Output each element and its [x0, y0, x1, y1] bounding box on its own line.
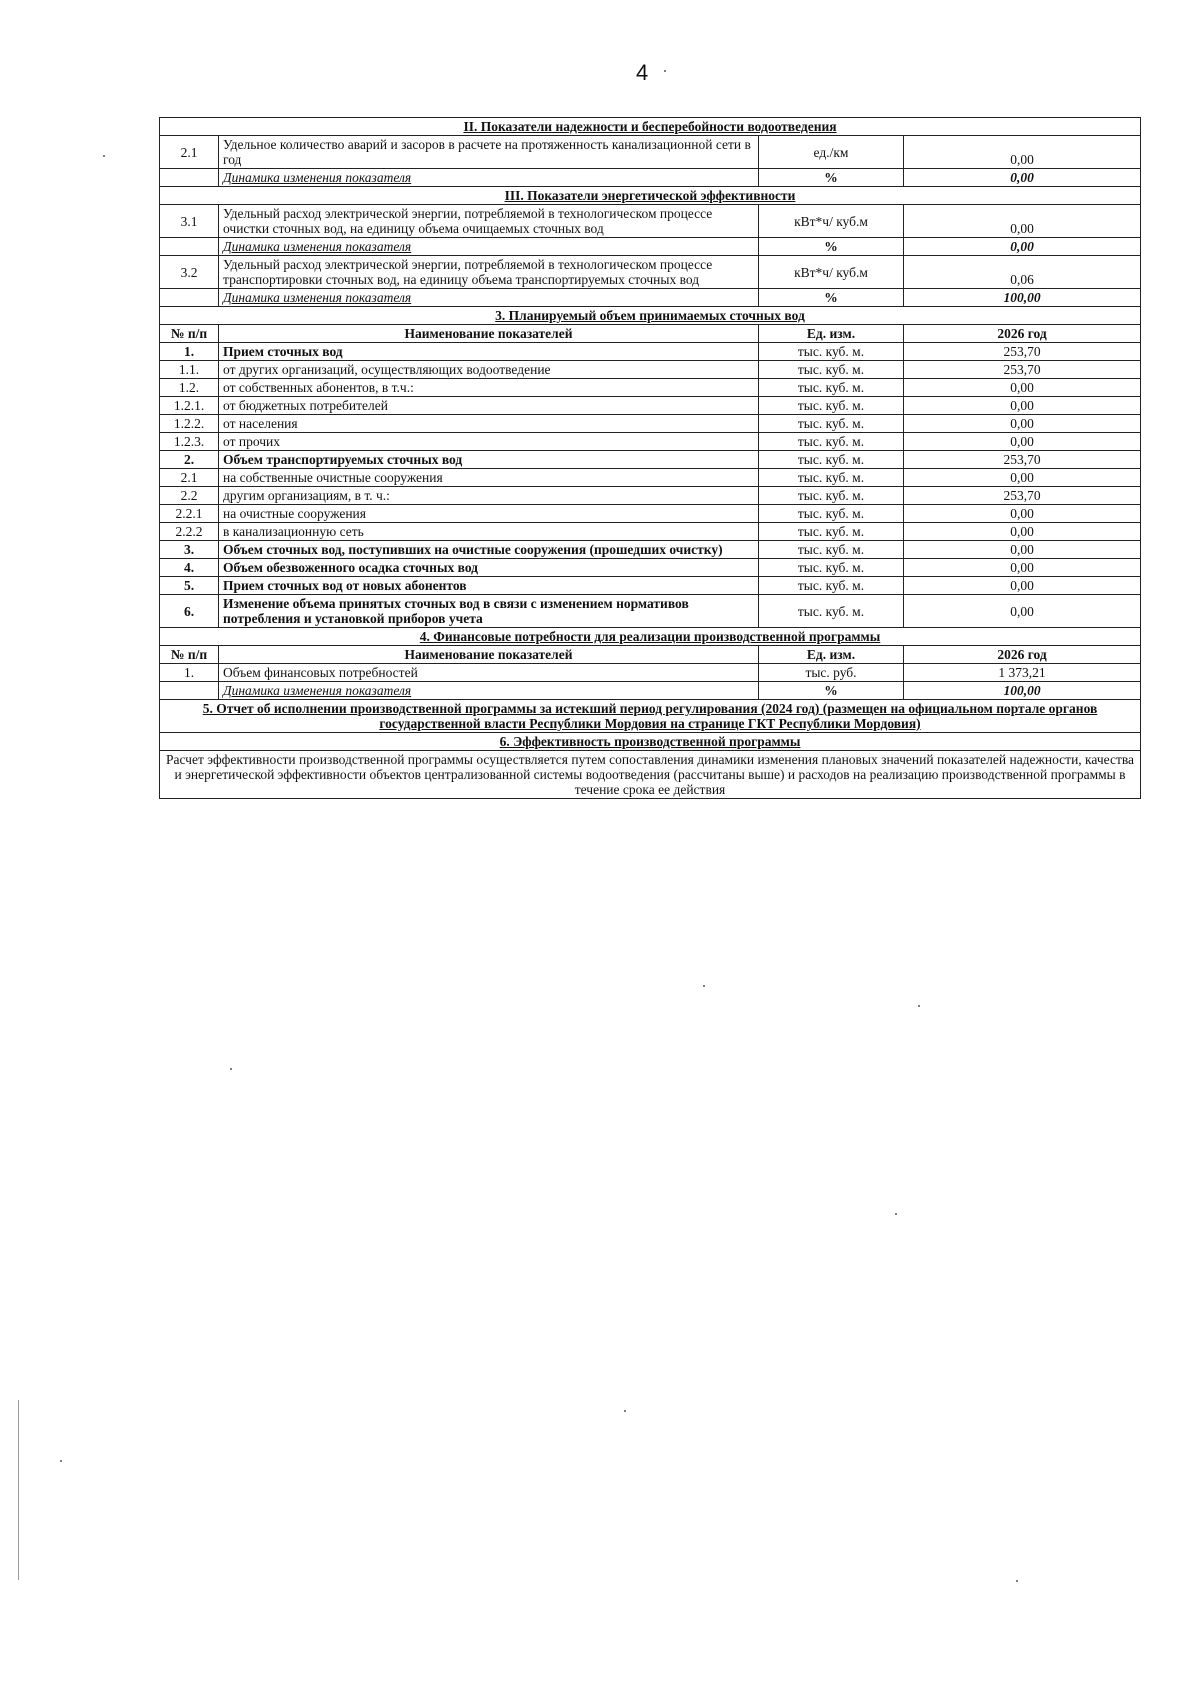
- row-number: 3.1: [160, 205, 219, 238]
- row-name: Изменение объема принятых сточных вод в связи с изменением нормативов потребления и установкой приборов учета: [219, 595, 759, 628]
- scan-speck: [18, 1400, 19, 1580]
- row-value: 0,00: [904, 595, 1141, 628]
- section-2-title: II. Показатели надежности и бесперебойности водоотведения: [160, 118, 1141, 136]
- indicator-value: 0,00: [904, 136, 1141, 169]
- finance-row: [160, 664, 1141, 682]
- column-header-row: [160, 646, 1141, 664]
- row-value: 253,70: [904, 343, 1141, 361]
- program-table: [159, 117, 1141, 799]
- row-value: 0,00: [904, 397, 1141, 415]
- row-number: 2.: [160, 451, 219, 469]
- section-2-header-row: [160, 118, 1141, 136]
- dynamics-label: Динамика изменения показателя: [219, 289, 759, 307]
- scan-speck: [895, 1213, 897, 1215]
- indicator-unit: кВт*ч/ куб.м: [759, 256, 904, 289]
- row-number: 1.2.1.: [160, 397, 219, 415]
- row-name: на собственные очистные сооружения: [219, 469, 759, 487]
- empty-cell: [160, 682, 219, 700]
- row-number: 2.1: [160, 469, 219, 487]
- row-number: 2.2: [160, 487, 219, 505]
- col-header-number: № п/п: [160, 325, 219, 343]
- empty-cell: [160, 289, 219, 307]
- column-header-row: [160, 325, 1141, 343]
- dynamics-label: Динамика изменения показателя: [219, 682, 759, 700]
- indicator-name: Удельный расход электрической энергии, потребляемой в технологическом процессе очистки сточных вод, на единицу объема очищаемых сточных вод: [219, 205, 759, 238]
- volume-row: [160, 379, 1141, 397]
- indicator-unit: ед./км: [759, 136, 904, 169]
- empty-cell: [160, 238, 219, 256]
- scan-speck: [1016, 1580, 1018, 1582]
- dynamics-label: Динамика изменения показателя: [219, 169, 759, 187]
- row-number: 4.: [160, 559, 219, 577]
- row-unit: тыс. куб. м.: [759, 361, 904, 379]
- volume-row: [160, 415, 1141, 433]
- volume-row: [160, 487, 1141, 505]
- dynamics-row: [160, 289, 1141, 307]
- indicator-row: [160, 256, 1141, 289]
- row-name: Объем транспортируемых сточных вод: [219, 451, 759, 469]
- dynamics-value: 100,00: [904, 682, 1141, 700]
- volume-row: [160, 433, 1141, 451]
- col-header-name: Наименование показателей: [219, 325, 759, 343]
- row-name: на очистные сооружения: [219, 505, 759, 523]
- row-unit: тыс. куб. м.: [759, 541, 904, 559]
- row-unit: тыс. куб. м.: [759, 559, 904, 577]
- volume-row: [160, 451, 1141, 469]
- volume-row: [160, 397, 1141, 415]
- row-unit: тыс. куб. м.: [759, 595, 904, 628]
- row-number: 2.2.1: [160, 505, 219, 523]
- dynamics-unit: %: [759, 289, 904, 307]
- volume-row: [160, 523, 1141, 541]
- row-unit: тыс. куб. м.: [759, 415, 904, 433]
- row-number: 1.: [160, 343, 219, 361]
- row-value: 0,00: [904, 433, 1141, 451]
- row-unit: тыс. куб. м.: [759, 469, 904, 487]
- row-name: от населения: [219, 415, 759, 433]
- row-number: 2.2.2: [160, 523, 219, 541]
- indicator-unit: кВт*ч/ куб.м: [759, 205, 904, 238]
- row-name: Объем сточных вод, поступивших на очистные сооружения (прошедших очистку): [219, 541, 759, 559]
- indicator-value: 0,00: [904, 205, 1141, 238]
- volume-row: [160, 595, 1141, 628]
- section-3-energy-title: III. Показатели энергетической эффективности: [160, 187, 1141, 205]
- scan-speck: [664, 70, 666, 72]
- col-header-unit: Ед. изм.: [759, 646, 904, 664]
- row-name: Объем финансовых потребностей: [219, 664, 759, 682]
- row-value: 0,00: [904, 505, 1141, 523]
- row-number: 1.: [160, 664, 219, 682]
- section-3-energy-header-row: [160, 187, 1141, 205]
- scan-speck: [60, 1460, 62, 1462]
- scan-speck: [103, 155, 105, 157]
- row-unit: тыс. куб. м.: [759, 487, 904, 505]
- row-name: другим организациям, в т. ч.:: [219, 487, 759, 505]
- section-4-header-row: [160, 628, 1141, 646]
- row-value: 0,00: [904, 523, 1141, 541]
- dynamics-value: 0,00: [904, 169, 1141, 187]
- scan-speck: [624, 1410, 626, 1412]
- dynamics-row: [160, 169, 1141, 187]
- dynamics-value: 0,00: [904, 238, 1141, 256]
- row-value: 1 373,21: [904, 664, 1141, 682]
- section-6-text: Расчет эффективности производственной программы осуществляется путем сопоставления динамики изменения плановых значений показателей надежности, качества и энергетической эффективности объектов централизованной системы водоотведения (рассчитаны выше) и расходов на реализацию производственной программы в течение срока ее действия: [160, 751, 1141, 799]
- page-number: 4: [636, 60, 649, 85]
- section-3-volume-header-row: [160, 307, 1141, 325]
- row-number: 1.2.: [160, 379, 219, 397]
- volume-row: [160, 505, 1141, 523]
- scan-speck: [918, 1005, 920, 1007]
- row-value: 0,00: [904, 541, 1141, 559]
- dynamics-unit: %: [759, 682, 904, 700]
- section-6-header-row: [160, 733, 1141, 751]
- row-value: 253,70: [904, 487, 1141, 505]
- section-6-text-row: [160, 751, 1141, 799]
- row-name: от других организаций, осуществляющих водоотведение: [219, 361, 759, 379]
- dynamics-value: 100,00: [904, 289, 1141, 307]
- section-5-text: 5. Отчет об исполнении производственной программы за истекший период регулирования (2024 год) (размещен на официальном портале органов государственной власти Республики Мордовия на странице ГКТ Республики Мордовия): [160, 700, 1141, 733]
- row-unit: тыс. куб. м.: [759, 379, 904, 397]
- volume-row: [160, 577, 1141, 595]
- dynamics-label: Динамика изменения показателя: [219, 238, 759, 256]
- row-unit: тыс. куб. м.: [759, 523, 904, 541]
- dynamics-unit: %: [759, 169, 904, 187]
- row-number: 5.: [160, 577, 219, 595]
- row-value: 0,00: [904, 415, 1141, 433]
- row-name: от собственных абонентов, в т.ч.:: [219, 379, 759, 397]
- row-value: 0,00: [904, 559, 1141, 577]
- row-name: от бюджетных потребителей: [219, 397, 759, 415]
- row-name: Прием сточных вод от новых абонентов: [219, 577, 759, 595]
- col-header-name: Наименование показателей: [219, 646, 759, 664]
- row-value: 0,00: [904, 469, 1141, 487]
- volume-row: [160, 541, 1141, 559]
- row-unit: тыс. куб. м.: [759, 397, 904, 415]
- col-header-year: 2026 год: [904, 325, 1141, 343]
- volume-row: [160, 469, 1141, 487]
- row-number: 6.: [160, 595, 219, 628]
- row-value: 253,70: [904, 451, 1141, 469]
- indicator-row: [160, 205, 1141, 238]
- row-value: 253,70: [904, 361, 1141, 379]
- indicator-name: Удельное количество аварий и засоров в расчете на протяженность канализационной сети в год: [219, 136, 759, 169]
- row-number: 3.: [160, 541, 219, 559]
- volume-row: [160, 343, 1141, 361]
- indicator-name: Удельный расход электрической энергии, потребляемой в технологическом процессе транспортировки сточных вод, на единицу объема транспортируемых сточных вод: [219, 256, 759, 289]
- row-name: от прочих: [219, 433, 759, 451]
- scan-speck: [230, 1068, 232, 1070]
- volume-row: [160, 361, 1141, 379]
- indicator-value: 0,06: [904, 256, 1141, 289]
- section-4-title: 4. Финансовые потребности для реализации производственной программы: [160, 628, 1141, 646]
- row-unit: тыс. куб. м.: [759, 451, 904, 469]
- row-unit: тыс. руб.: [759, 664, 904, 682]
- col-header-unit: Ед. изм.: [759, 325, 904, 343]
- row-unit: тыс. куб. м.: [759, 343, 904, 361]
- row-number: 1.2.2.: [160, 415, 219, 433]
- col-header-number: № п/п: [160, 646, 219, 664]
- section-6-title: 6. Эффективность производственной программы: [160, 733, 1141, 751]
- dynamics-unit: %: [759, 238, 904, 256]
- col-header-year: 2026 год: [904, 646, 1141, 664]
- row-number: 1.2.3.: [160, 433, 219, 451]
- row-number: 1.1.: [160, 361, 219, 379]
- row-name: Объем обезвоженного осадка сточных вод: [219, 559, 759, 577]
- row-number: 3.2: [160, 256, 219, 289]
- volume-row: [160, 559, 1141, 577]
- section-5-row: [160, 700, 1141, 733]
- row-unit: тыс. куб. м.: [759, 433, 904, 451]
- indicator-row: [160, 136, 1141, 169]
- scan-speck: [703, 985, 705, 987]
- row-unit: тыс. куб. м.: [759, 505, 904, 523]
- dynamics-row: [160, 238, 1141, 256]
- dynamics-row: [160, 682, 1141, 700]
- row-value: 0,00: [904, 577, 1141, 595]
- row-name: в канализационную сеть: [219, 523, 759, 541]
- row-value: 0,00: [904, 379, 1141, 397]
- row-unit: тыс. куб. м.: [759, 577, 904, 595]
- section-3-volume-title: 3. Планируемый объем принимаемых сточных вод: [160, 307, 1141, 325]
- empty-cell: [160, 169, 219, 187]
- row-name: Прием сточных вод: [219, 343, 759, 361]
- row-number: 2.1: [160, 136, 219, 169]
